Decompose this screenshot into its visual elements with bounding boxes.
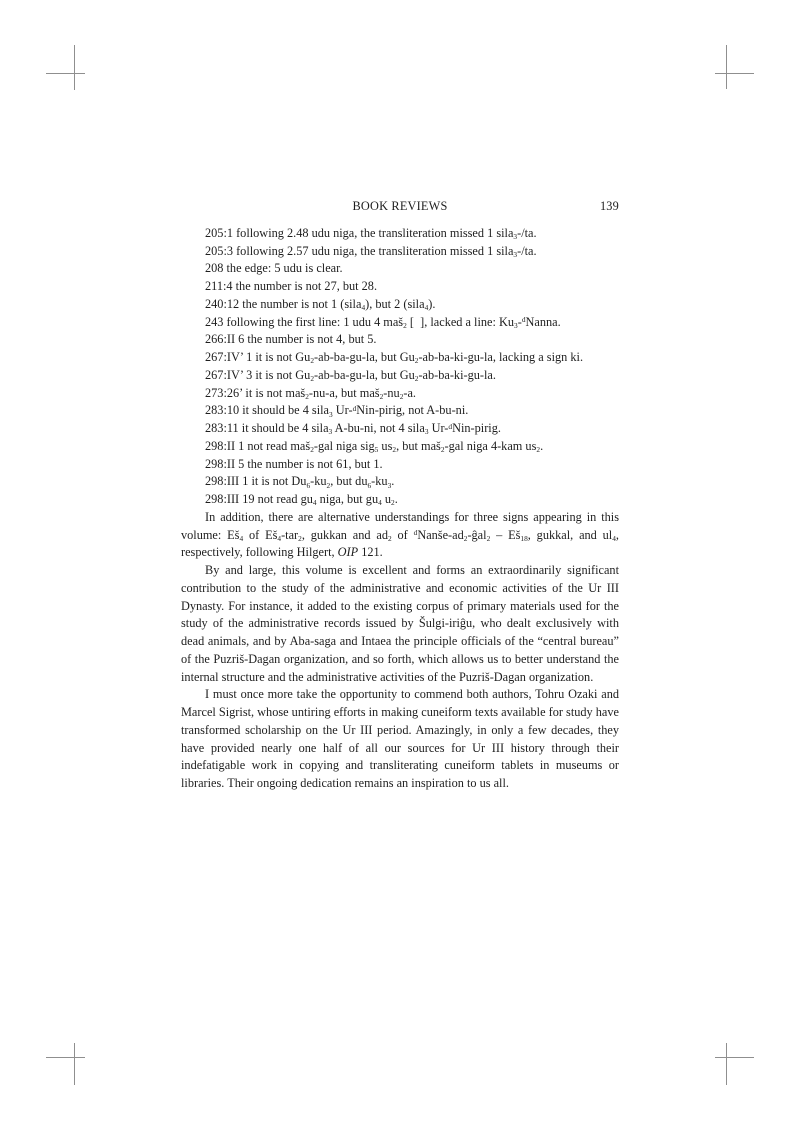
correction-line: 267:IV’ 1 it is not $Gu_2-ab-ba-gu-la$, but $Gu_2-ab-ba-ki-gu-la$, lacking a sign ki. [205, 350, 584, 366]
correction-line: 298:III 19 not read $gu_4$ niga, but $gu_4$ $u_2$. [205, 492, 398, 508]
correction-line: 283:10 it should be 4 sila$_3$ Ur-$^d$Nin-pirig, not A-bu-ni. [205, 403, 469, 419]
paragraph-alternative-readings: In addition, there are alternative understandings for three signs appearing in this volume: $Eš_4$ of $Eš_4-tar_2$, gukkan and $ad_2$ of $^dNanše-ad_2-ĝal_2$ – $Eš_{18}$, gukkal, and $ul_4$, respectively, following Hilgert, OIP 121. [181, 509, 619, 560]
corrections-list [181, 225, 619, 509]
correction-line: 298:III 1 it is not $Du_6-ku_2$, but $du_6-ku_3$. [205, 474, 395, 490]
crop-line-horizontal [715, 1057, 754, 1058]
correction-line: 266:II 6 the number is not 4, but 5. [205, 332, 377, 347]
correction-line: 273:26’ it is not maš$_2$-nu-a, but $maš_2-nu_2-a$. [205, 385, 417, 401]
paragraph-commendation: I must once more take the opportunity to commend both authors, Tohru Ozaki and Marcel Sigrist, whose untiring efforts in making cuneiform texts available for study have transformed scholarship on the Ur III period. Amazingly, in only a few decades, they have provided nearly one half of all our sources for Ur III history through their indefatigable work in copying and transliterating cuneiform tablets in museums or libraries. Their ongoing dedication remains an inspiration to us all. [181, 687, 619, 790]
page-number: 139 [599, 199, 619, 213]
paragraph-evaluation: By and large, this volume is excellent and forms an extraordinarily significant contribution to the study of the administrative and economic activities of the Ur III Dynasty. For instance, it added to the existing corpus of primary materials used for the study of the administrative records issued by Šulgi-iriĝu, who dealt exclusively with dead animals, and by Aba-saga and Intaea the principle officials of the “central bureau” of the Puzriš-Dagan organization, and so forth, which allows us to better understand the internal structure and the administrative activities of the Puzriš-Dagan organization. [181, 563, 619, 684]
crop-line-vertical [74, 45, 75, 90]
correction-line: 267:IV’ 3 it is not $Gu_2-ab-ba-gu-la$, but $Gu_2-ab-ba-ki-gu-la$. [205, 367, 496, 384]
correction-line: 240:12 the number is not 1 (sila$_4$), but 2 (sila$_4$). [205, 296, 436, 313]
crop-line-horizontal [46, 73, 85, 74]
correction-line: 298:II 1 not read maš$_2$-gal niga sig$_5$ $us_2$, but maš$_2$-gal niga 4-kam $us_2$. [205, 438, 544, 455]
crop-line-horizontal [715, 73, 754, 74]
correction-line: 205:1 following 2.48 udu niga, the transliteration missed 1 sila$_3$-/ta. [205, 225, 537, 242]
crop-mark-bottom-right [715, 1043, 754, 1085]
correction-line: 243 following the first line: 1 udu 4 maš$_2$ [ ], lacked a line: $Ku_3-^dNanna$. [205, 314, 561, 330]
running-head-title: BOOK REVIEWS [352, 199, 448, 213]
correction-line: 211:4 the number is not 27, but 28. [205, 279, 378, 293]
crop-mark-top-right [715, 45, 754, 90]
correction-line: 283:11 it should be 4 sila$_3$ A-bu-ni, not 4 sila$_3$ Ur-$^d$Nin-pirig. [205, 421, 501, 437]
correction-line: 298:II 5 the number is not 61, but 1. [205, 456, 383, 471]
crop-line-vertical [726, 45, 727, 89]
crop-mark-top-left [46, 45, 85, 90]
crop-line-horizontal [46, 1057, 85, 1058]
running-head [181, 198, 619, 216]
crop-line-vertical [726, 1043, 727, 1085]
page-content [181, 198, 619, 793]
crop-line-vertical [74, 1043, 75, 1085]
correction-line: 208 the edge: 5 udu is clear. [205, 261, 343, 276]
correction-line: 205:3 following 2.57 udu niga, the transliteration missed 1 sila$_3$-/ta. [205, 243, 537, 259]
crop-mark-bottom-left [46, 1043, 85, 1085]
